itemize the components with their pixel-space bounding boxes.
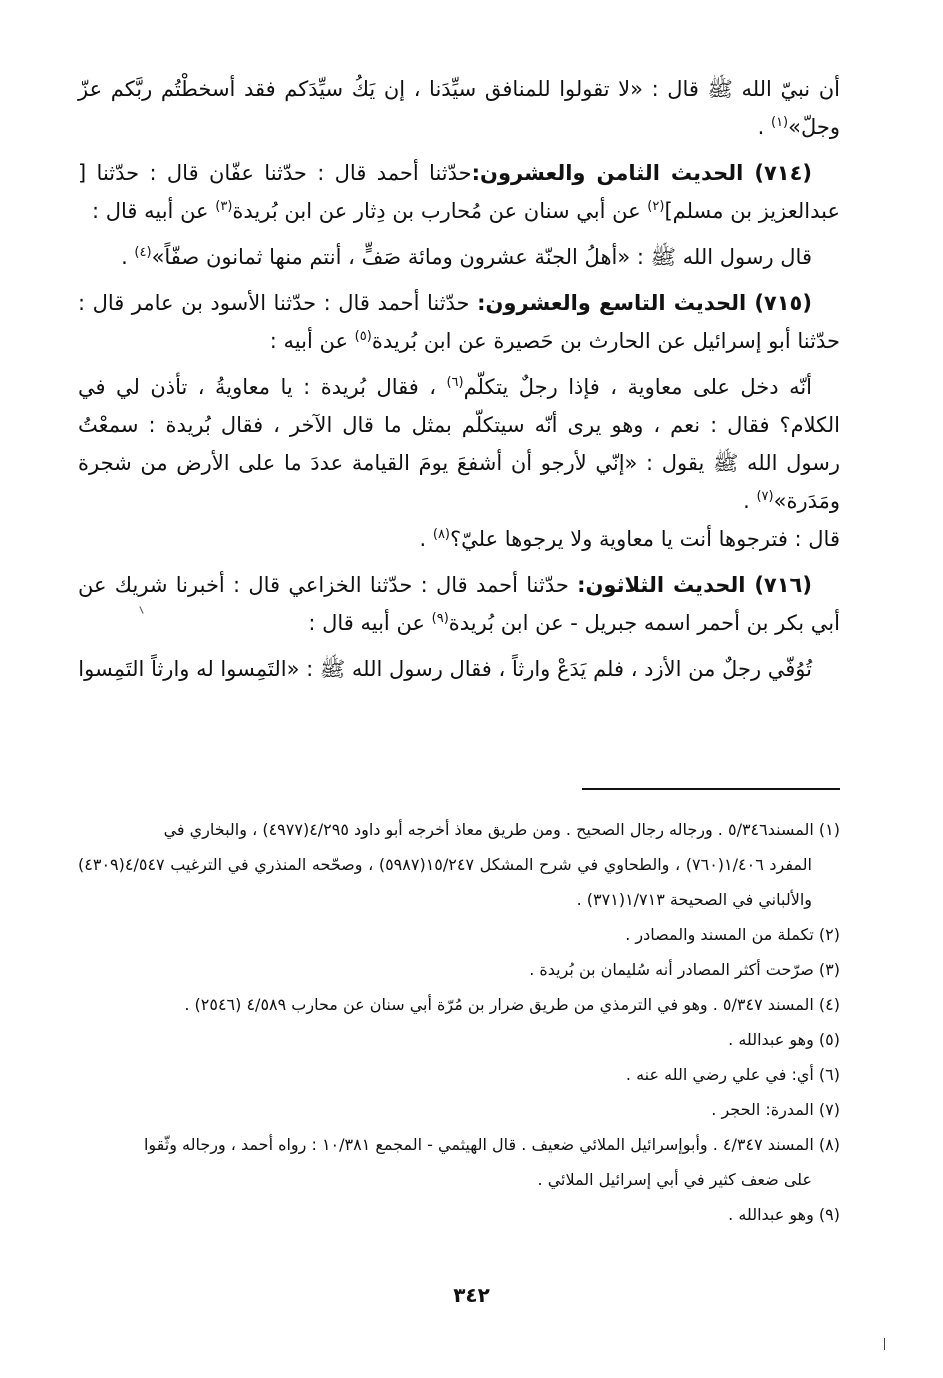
text-run: عن أبيه قال : <box>92 199 216 223</box>
text-run: قال رسول الله ﷺ : «أهلُ الجنّة عشرون ومائة صَفٍّ ، أنتم منها ثمانون صفّاً» <box>151 245 812 269</box>
text-run: حدّثنا أحمد قال : حدّثنا عفّان قال : حدّثنا [ عبدالعزيز بن مسلم] <box>78 161 840 223</box>
footnote-number: (٥) <box>818 1030 840 1049</box>
hadith-715-heading <box>78 284 840 360</box>
hadith-716-text <box>78 650 840 688</box>
footnote-number: (٦) <box>818 1065 840 1084</box>
footnote-number: (٩) <box>818 1205 840 1224</box>
footnote-number: (٨) <box>818 1135 840 1154</box>
footnote-ref[interactable]: (٩) <box>431 611 449 626</box>
hadith-716-heading <box>78 566 840 642</box>
footnote-text: وهو عبدالله . <box>728 1030 814 1049</box>
footnotes <box>78 812 840 1232</box>
footnote-text: وهو عبدالله . <box>728 1205 814 1224</box>
text-run: . <box>743 489 757 513</box>
page-number: ٣٤٢ <box>453 1283 490 1307</box>
text-run: ، فقال بُريدة : يا معاويةُ ، تأذن لي في الكلام؟ فقال : نعم ، وهو يرى أنّه سيتكلّم بمثل ما قال الآخر ، فقال بُريدة : سمعْتُ رسول الله ﷺ يقول : «إنّي لأرجو أن أشفعَ يومَ القيامة عددَ ما على الأرض من شجرة ومَدَرة» <box>78 375 840 513</box>
footnote-8 <box>78 1127 840 1197</box>
text-run: عزّ وجلّ» <box>78 77 840 139</box>
footnote-ref[interactable]: (٨) <box>432 527 450 542</box>
text-run: حدّثنا أحمد قال : حدّثنا الخزاعي قال : أخبرنا شريك عن أبي بكر بن أحمر اسمه جبريل - عن ابن بُريدة <box>78 573 840 635</box>
footnote-ref[interactable]: (٣) <box>215 199 233 214</box>
hadith-714-heading <box>78 154 840 230</box>
footnote-ref[interactable]: (١) <box>770 115 789 130</box>
footnote-ref[interactable]: (٧) <box>756 489 774 504</box>
hadith-715-text <box>78 368 840 520</box>
main-text <box>78 70 840 688</box>
hadith-715-text-end <box>78 520 840 558</box>
text-run: أن نبيّ الله ﷺ قال : «لا تقولوا للمنافق سيِّدَنا ، إن يَكُ سيِّدَكم فقد أسخطْتُم ربَّكم <box>110 77 840 101</box>
hadith-heading-label: (٧١٦) الحديث الثلاثون: <box>577 573 812 597</box>
hadith-714-text <box>78 238 840 276</box>
footnote-9 <box>78 1197 840 1232</box>
text-run: . <box>419 527 433 551</box>
footnote-1 <box>78 812 840 917</box>
footnote-5 <box>78 1022 840 1057</box>
footnote-4 <box>78 987 840 1022</box>
text-run: عن أبيه : <box>269 329 355 353</box>
footnote-text: صرّحت أكثر المصادر أنه سُليمان بن بُريدة . <box>529 960 814 979</box>
footnote-ref[interactable]: (٤) <box>134 245 152 260</box>
footnote-6 <box>78 1057 840 1092</box>
footnote-text-continued: المفرد ١/٤٠٦(٧٦٠) ، والطحاوي في شرح المشكل ١٥/٢٤٧(٥٩٨٧) ، وصحّحه المنذري في الترغيب ٤/٥٤٧(٤٣٠٩) والألباني في الصحيحة ١/٧١٣(٣٧١) . <box>78 855 813 909</box>
footnote-ref[interactable]: (٦) <box>446 375 464 390</box>
text-run: . <box>757 115 771 139</box>
hadith-heading-label: (٧١٤) الحديث الثامن والعشرون: <box>471 161 812 185</box>
footnote-ref[interactable]: (٥) <box>354 329 372 344</box>
text-run: عن أبي سنان عن مُحارب بن دِثار عن ابن بُريدة <box>232 199 648 223</box>
footnote-7 <box>78 1092 840 1127</box>
text-run: قال : فترجوها أنت يا معاوية ولا يرجوها عليّ؟ <box>450 527 840 551</box>
footnote-ref[interactable]: (٢) <box>647 199 665 214</box>
hadith-heading-label: (٧١٥) الحديث التاسع والعشرون: <box>477 291 812 315</box>
text-run: أنّه دخل على معاوية ، فإذا رجلٌ يتكلّم <box>463 375 813 399</box>
text-run: . <box>121 245 135 269</box>
paragraph-713-continuation <box>78 70 840 146</box>
footnote-text: أي: في علي رضي الله عنه . <box>625 1065 814 1084</box>
footnote-number: (٧) <box>818 1100 840 1119</box>
text-run: حدّثنا أحمد قال : حدّثنا الأسود بن عامر قال : حدّثنا أبو إسرائيل عن الحارث بن حَصيرة عن ابن بُريدة <box>78 291 840 353</box>
scan-mark <box>884 1338 885 1350</box>
footnote-separator <box>582 788 840 790</box>
footnote-number: (٢) <box>818 925 840 944</box>
footnote-number: (٣) <box>818 960 840 979</box>
footnote-text: المسند ٤/٣٤٧ . وأبوإسرائيل الملائي ضعيف . قال الهيثمي - المجمع ١٠/٣٨١ : رواه أحمد ، ورجاله وثّقوا <box>143 1135 814 1154</box>
footnote-text: المسند ٥/٣٤٧ . وهو في الترمذي من طريق ضرار بن مُرّة أبي سنان عن محارب ٤/٥٨٩ (٢٥٤٦) . <box>184 995 814 1014</box>
footnote-text: تكملة من المسند والمصادر . <box>625 925 814 944</box>
footnote-text: المدرة: الحجر . <box>711 1100 814 1119</box>
text-run: تُوُفّي رجلٌ من الأزد ، فلم يَدَعْ وارثاً ، فقال رسول الله ﷺ : «التَمِسوا له وارثاً التَمِسوا <box>78 657 812 681</box>
footnote-3 <box>78 952 840 987</box>
footnote-number: (٤) <box>818 995 840 1014</box>
footnote-number: (١) <box>818 820 840 839</box>
footnote-2 <box>78 917 840 952</box>
footnote-text-continued: على ضعف كثير في أبي إسرائيل الملائي . <box>537 1170 812 1189</box>
text-run: عن أبيه قال : <box>308 611 432 635</box>
footnote-text: المسند٥/٣٤٦ . ورجاله رجال الصحيح . ومن طريق معاذ أخرجه أبو داود ٤/٢٩٥(٤٩٧٧) ، والبخاري في <box>163 820 814 839</box>
